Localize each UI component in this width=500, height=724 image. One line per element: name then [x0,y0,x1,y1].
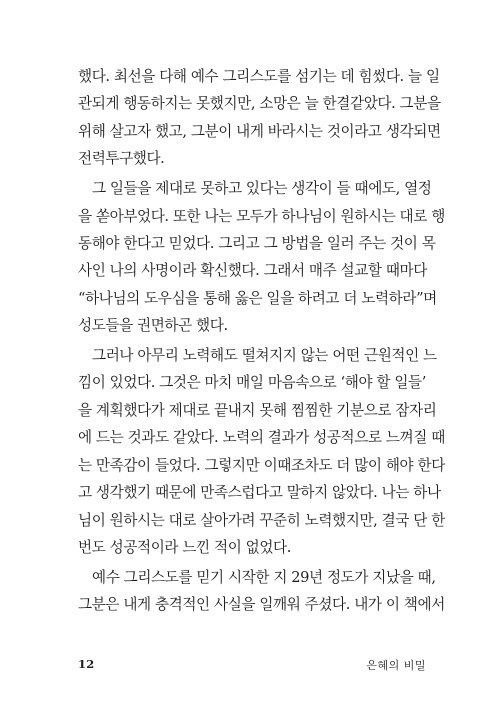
text-line: 낌이 있었다. 그것은 마치 매일 마음속으로 ‘해야 할 일들’ [78,374,426,392]
paragraph-4 [78,564,445,619]
text-line: 예수 그리스도를 믿기 시작한 지 29년 정도가 지났을 때, [92,568,436,586]
text-line: 사인 나의 사명이라 확신했다. 그래서 매주 설교할 때마다 [78,262,427,280]
text-line: 님이 원하시는 대로 살아가려 꾸준히 노력했지만, 결국 단 한 [78,511,445,529]
text-line: 성도들을 권면하곤 했다. [78,317,228,335]
text-line: 번도 성공적이라 느낀 적이 없었다. [78,538,291,556]
running-title: 은혜의 비밀 [366,659,426,672]
text-line: “하나님의 도우심을 통해 옳은 일을 하려고 더 노력하라”며 [78,289,437,307]
text-line: 위해 살고자 했고, 그분이 내게 바라시는 것이라고 생각되면 [78,122,441,140]
page-number: 12 [78,657,95,671]
text-line: 관되게 행동하지는 못했지만, 소망은 늘 한결같았다. 그분을 [78,95,441,113]
text-line: 을 계획했다가 제대로 끝내지 못해 찜찜한 기분으로 잠자리 [78,401,437,419]
text-line: 고 생각했기 때문에 만족스럽다고 말하지 않았다. 나는 하나 [78,484,441,502]
body-text [78,63,445,621]
text-line: 에 드는 것과도 같았다. 노력의 결과가 성공적으로 느껴질 때 [78,429,445,447]
text-line: 전력투구했다. [78,150,165,168]
text-line: 는 만족감이 들었다. 그렇지만 이때조차도 더 많이 해야 한다 [78,456,445,474]
paragraph-1 [78,63,441,173]
text-line: 그 일들을 제대로 못하고 있다는 생각이 들 때에도, 열정 [92,180,432,198]
text-line: 했다. 최선을 다해 예수 그리스도를 섬기는 데 힘썼다. 늘 일 [78,68,440,85]
text-line: 그분은 내게 충격적인 사실을 일깨워 주셨다. 내가 이 책에서 [78,596,445,614]
text-line: 을 쏟아부었다. 또한 나는 모두가 하나님이 원하시는 대로 행 [78,207,445,225]
page-footer [78,657,426,675]
text-line: 동해야 한다고 믿었다. 그리고 그 방법을 일러 주는 것이 목 [78,234,436,252]
text-line: 그러나 아무리 노력해도 떨쳐지지 않는 어떤 근원적인 느 [92,347,437,365]
paragraph-2 [78,175,445,339]
paragraph-3 [78,342,445,561]
